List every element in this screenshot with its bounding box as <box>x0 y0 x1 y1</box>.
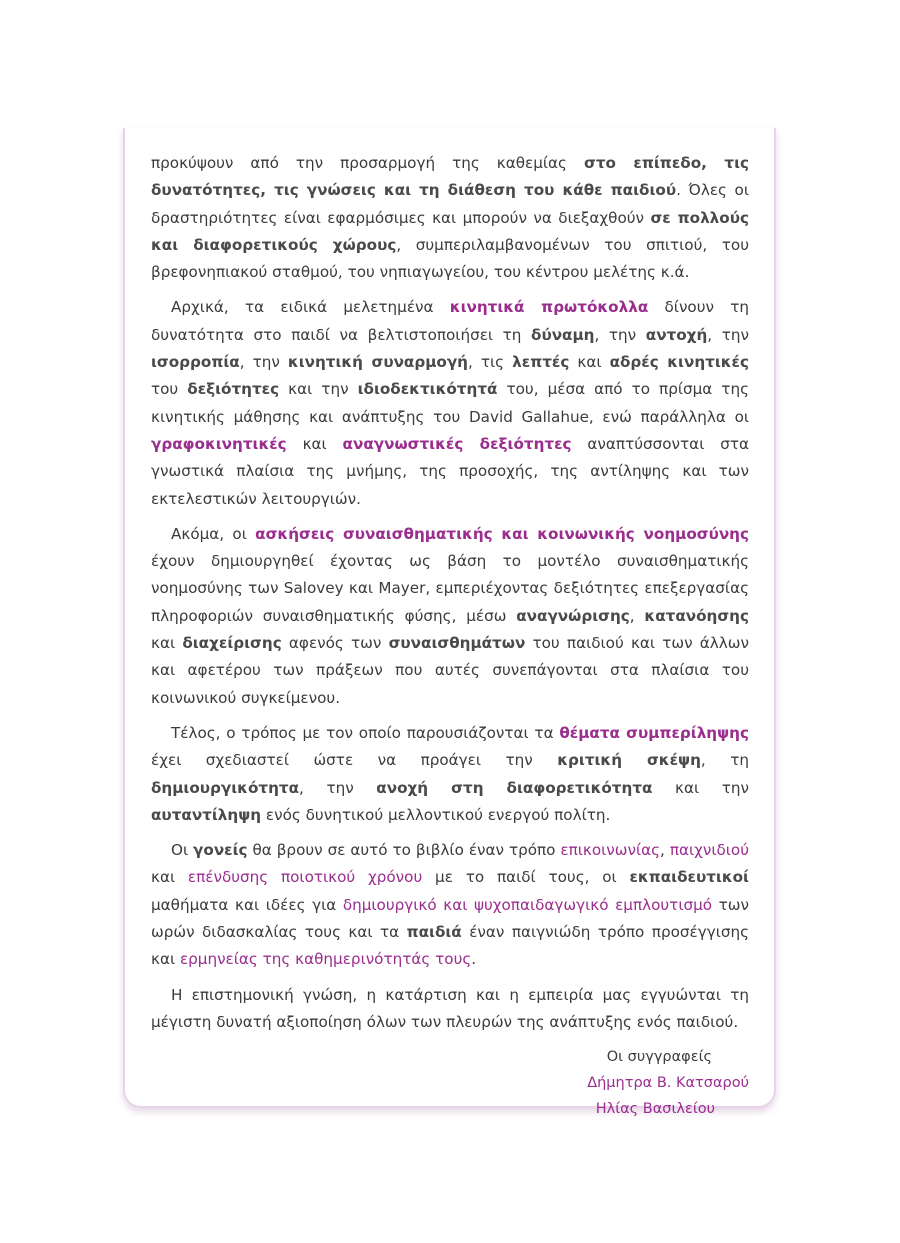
text-run: , την <box>594 325 646 344</box>
bold-text: αντοχή <box>645 325 708 344</box>
text-run: δίνουν τη δυνατότητα στο παιδί να βελτιστοποιήσει τη <box>151 298 750 344</box>
highlight-text: παιχνιδιού <box>669 841 750 860</box>
bold-text: κατανόησης <box>644 606 749 625</box>
highlight-text: ερμηνείας της καθημερινότητάς τους <box>179 950 472 969</box>
bold-text: παιδιά <box>406 923 462 942</box>
paragraph <box>151 837 749 973</box>
text-run: , <box>629 606 645 625</box>
text-run: . <box>471 950 477 969</box>
bold-text: στο επίπεδο, τις δυνατότητες, τις γνώσεις και τη διάθεση του κάθε παιδιού <box>151 154 749 200</box>
bold-text: ισορροπία <box>151 353 240 372</box>
highlight-text: επικοινωνίας <box>560 841 661 860</box>
text-run: . Όλες οι δραστηριότητες είναι εφαρμόσιμες και μπορούν να διεξαχθούν <box>151 181 749 227</box>
bold-text: εκπαιδευτικοί <box>629 868 749 887</box>
text-run: προκύψουν από την προσαρμογή της καθεμίας <box>151 154 584 172</box>
text-run: και <box>569 353 610 372</box>
bold-text: σε πολλούς και διαφορετικούς χώρους <box>151 208 749 254</box>
text-run: και <box>286 434 343 453</box>
text-run: έχει σχεδιαστεί ώστε να προάγει την <box>151 751 558 770</box>
text-run: , <box>660 841 670 860</box>
signature-role: Οι συγγραφείς <box>606 1049 712 1066</box>
highlight-bold-text: αναγνωστικές δεξιότητες <box>342 434 572 453</box>
text-run: Τέλος, ο τρόπος με τον οποίο παρουσιάζονται τα <box>171 723 560 742</box>
text-run: , τις <box>468 353 513 372</box>
paragraph <box>151 521 749 712</box>
text-run: με το παιδί τους, οι <box>422 868 630 887</box>
text-run: του <box>151 380 188 399</box>
text-run: έναν παιγνιώδη τρόπο προσέγγισης και <box>151 923 749 969</box>
highlight-bold-text: γραφοκινητικές <box>151 434 287 453</box>
paragraph-list <box>151 150 749 1036</box>
bold-text: δεξιότητες <box>187 380 280 399</box>
author-name: Δήμητρα Β. Κατσαρού <box>587 1075 749 1092</box>
text-run: μαθήματα και ιδέες για <box>151 895 343 914</box>
text-run: του παιδιού και των άλλων και αφετέρου των πράξεων που αυτές συνεπάγονται στα πλαίσια του κοινωνικού συγκείμενου. <box>151 634 749 707</box>
bold-text: λεπτές <box>512 353 570 372</box>
text-run: , τη <box>700 751 749 770</box>
highlight-bold-text: θέματα συμπερίληψης <box>559 723 749 742</box>
text-run: , την <box>707 325 749 344</box>
bold-text: αυταντίληψη <box>151 805 262 824</box>
text-run: , την <box>239 353 288 372</box>
text-run: του, μέσα από το πρίσμα της κινητικής μάθησης και ανάπτυξης του David Gallahue, ενώ παράλληλα οι <box>151 380 749 426</box>
text-run: , την <box>299 778 377 797</box>
paragraph <box>151 150 749 286</box>
bold-text: ιδιοδεκτικότητά <box>357 380 498 399</box>
bold-text: αναγνώρισης <box>516 606 630 625</box>
text-run: έχουν δημιουργηθεί έχοντας ως βάση το μοντέλο συναισθηματικής νοημοσύνης των Salovey και Mayer, εμπεριέχοντας δεξιότητες επεξεργασίας πληροφοριών συναισθηματικής φύσης, μέσω <box>151 552 749 625</box>
text-run: των ωρών διδασκαλίας τους και τα <box>151 895 749 942</box>
text-run: και <box>151 634 183 653</box>
highlight-bold-text: ασκήσεις συναισθηματικής και κοινωνικής νοημοσύνης <box>255 524 749 543</box>
text-run: ενός δυνητικού μελλοντικού ενεργού πολίτη. <box>261 805 611 824</box>
paragraph <box>151 720 749 829</box>
bold-text: κριτική σκέψη <box>557 751 701 770</box>
bold-text: κινητική συναρμογή <box>287 353 468 372</box>
highlight-bold-text: κινητικά πρωτόκολλα <box>449 298 649 317</box>
text-run: και την <box>279 380 358 399</box>
bold-text: γονείς <box>193 841 248 860</box>
text-run: και την <box>652 778 749 797</box>
highlight-text: δημιουργικό και ψυχοπαιδαγωγικό εμπλουτισμό <box>342 895 713 914</box>
bold-text: αδρές κινητικές <box>609 353 749 372</box>
text-run: Ακόμα, οι <box>171 524 256 543</box>
paragraph <box>151 982 749 1037</box>
text-run: αναπτύσσονται στα γνωστικά πλαίσια της μνήμης, της προσοχής, της αντίληψης και των εκτελεστικών λειτουργιών. <box>151 434 749 508</box>
text-run: Οι <box>171 841 194 860</box>
text-run: αφενός των <box>281 634 389 653</box>
bold-text: δημιουργικότητα <box>151 778 300 797</box>
text-run: Αρχικά, τα ειδικά μελετημένα <box>171 298 450 317</box>
paragraph <box>151 294 749 512</box>
bold-text: ανοχή στη διαφορετικότητα <box>376 778 653 797</box>
text-run: θα βρουν σε αυτό το βιβλίο έναν τρόπο <box>247 841 561 860</box>
highlight-text: επένδυσης ποιοτικού χρόνου <box>187 868 423 887</box>
preface-body <box>151 150 749 1122</box>
bold-text: δύναμη <box>531 325 595 344</box>
bold-text: διαχείρισης <box>182 634 282 653</box>
text-run: και <box>151 868 188 887</box>
bold-text: συναισθημάτων <box>388 634 526 653</box>
text-run: Η επιστημονική γνώση, η κατάρτιση και η εμπειρία μας εγγυώνται τη μέγιστη δυνατή αξιοποίηση όλων των πλευρών της ανάπτυξης ενός παιδιού. <box>151 985 749 1031</box>
author-name: Ηλίας Βασιλείου <box>595 1101 715 1118</box>
signature-block <box>151 1044 749 1122</box>
text-run: , συμπεριλαμβανομένων του σπιτιού, του βρεφονηπιακού σταθμού, του νηπιαγωγείου, του κέντρου μελέτης κ.ά. <box>151 235 750 282</box>
